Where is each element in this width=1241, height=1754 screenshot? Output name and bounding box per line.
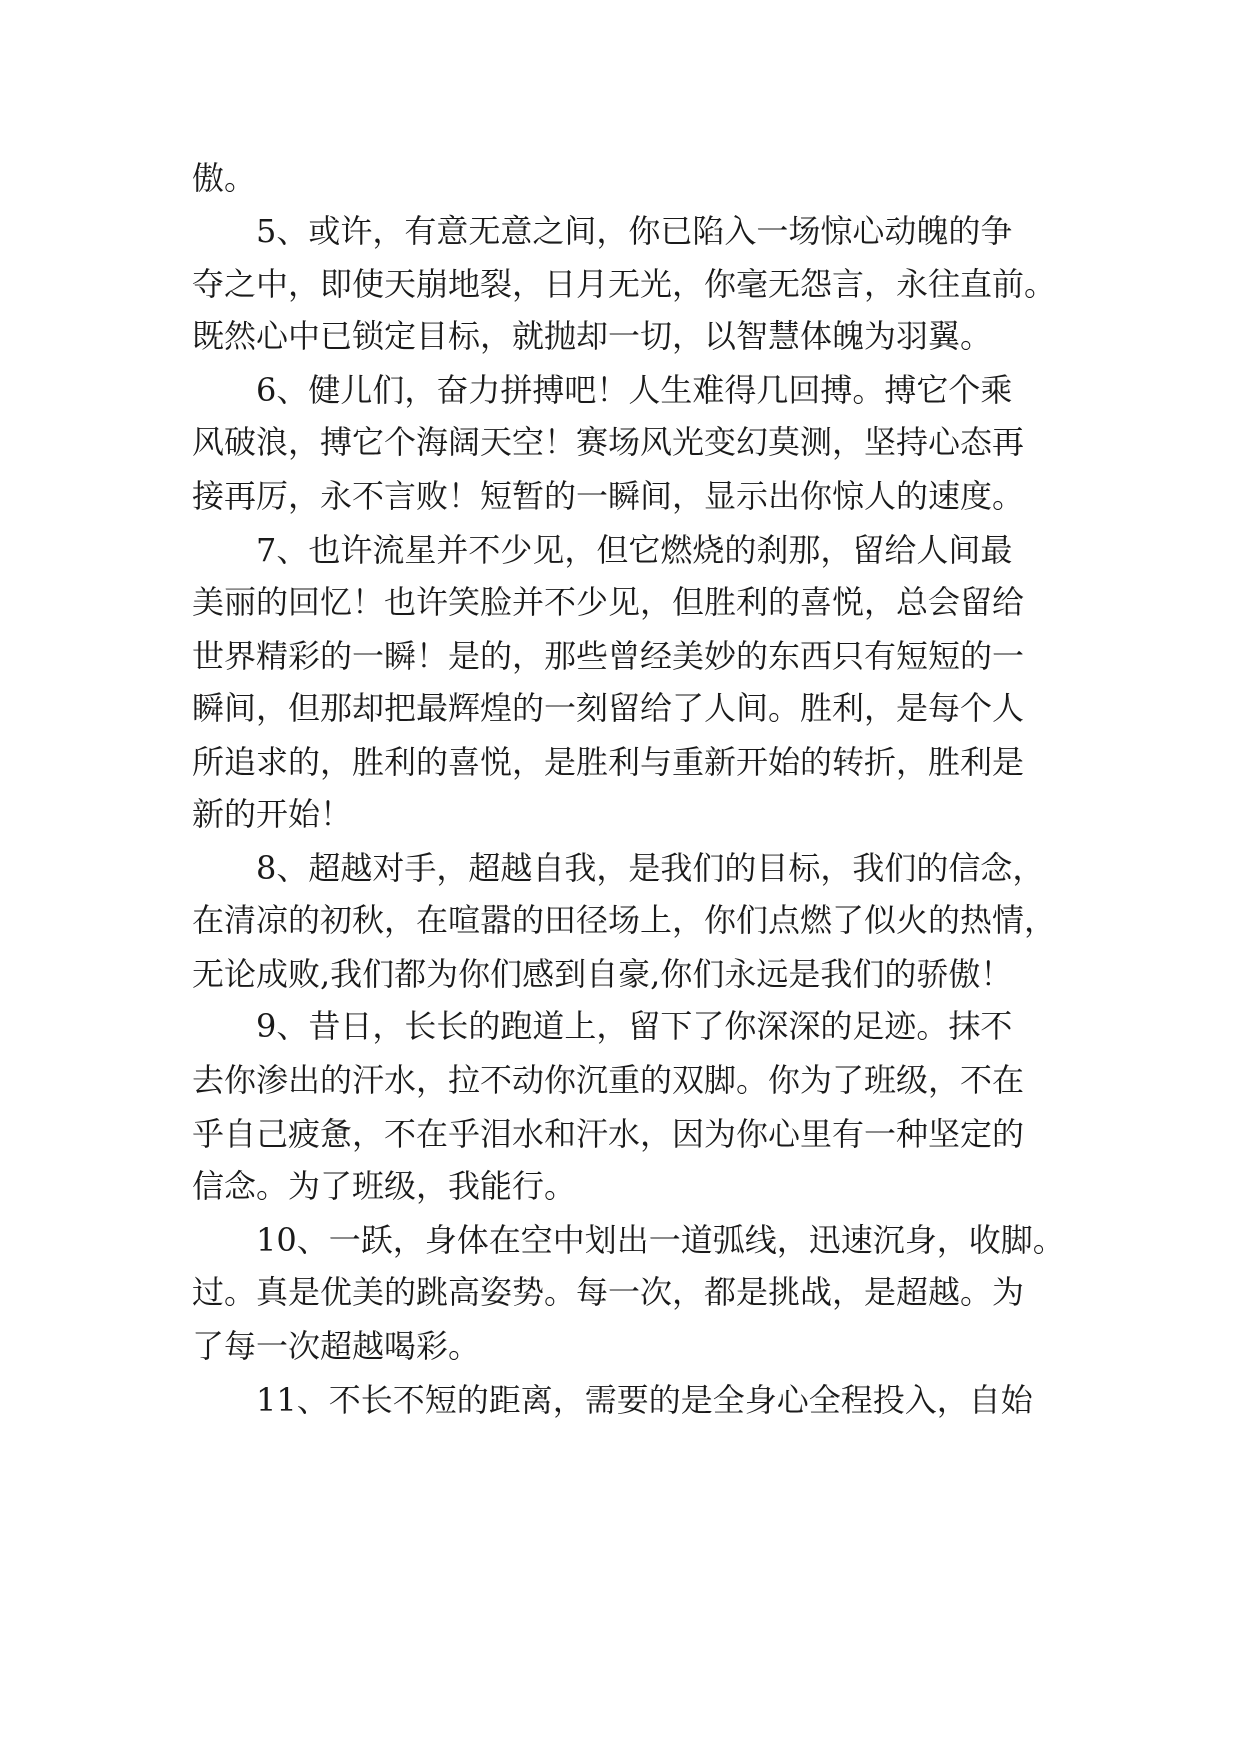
paragraph-line: 9、昔日，长长的跑道上，留下了你深深的足迹。抹不 <box>256 1007 1013 1045</box>
text-line: 美丽的回忆！也许笑脸并不少见，但胜利的喜悦，总会留给 <box>192 583 1025 621</box>
text-line: 去你渗出的汗水，拉不动你沉重的双脚。你为了班级，不在 <box>192 1061 1025 1099</box>
text-line: 世界精彩的一瞬！是的，那些曾经美妙的东西只有短短的一 <box>192 637 1025 675</box>
paragraph-line: 10、一跃，身体在空中划出一道弧线，迅速沉身，收脚。 <box>256 1221 1065 1259</box>
paragraph-line: 5、或许，有意无意之间，你已陷入一场惊心动魄的争 <box>256 212 1013 250</box>
text-line: 过。真是优美的跳高姿势。每一次，都是挑战，是超越。为 <box>192 1273 1025 1311</box>
text-line: 乎自己疲惫，不在乎泪水和汗水，因为你心里有一种坚定的 <box>192 1115 1025 1153</box>
text-line: 新的开始！ <box>192 795 353 833</box>
text-line: 无论成败,我们都为你们感到自豪,你们永远是我们的骄傲！ <box>192 955 1013 993</box>
paragraph-line: 8、超越对手，超越自我，是我们的目标，我们的信念， <box>256 849 1045 887</box>
text-line: 瞬间，但那却把最辉煌的一刻留给了人间。胜利，是每个人 <box>192 689 1025 727</box>
paragraph-line: 6、健儿们，奋力拼搏吧！人生难得几回搏。搏它个乘 <box>256 371 1013 409</box>
text-line: 风破浪，搏它个海阔天空！赛场风光变幻莫测，坚持心态再 <box>192 423 1025 461</box>
text-line: 在清凉的初秋，在喧嚣的田径场上，你们点燃了似火的热情， <box>192 901 1057 939</box>
paragraph-line: 7、也许流星并不少见，但它燃烧的刹那，留给人间最 <box>256 531 1013 569</box>
text-line: 傲。 <box>192 159 257 197</box>
paragraph-line: 11、不长不短的距离，需要的是全身心全程投入，自始 <box>256 1381 1033 1419</box>
text-line: 信念。为了班级，我能行。 <box>192 1167 577 1205</box>
text-line: 了每一次超越喝彩。 <box>192 1327 481 1365</box>
text-line: 夺之中，即使天崩地裂，日月无光，你毫无怨言，永往直前。 <box>192 265 1057 303</box>
text-line: 既然心中已锁定目标，就抛却一切，以智慧体魄为羽翼。 <box>192 317 993 355</box>
text-line: 接再厉，永不言败！短暂的一瞬间，显示出你惊人的速度。 <box>192 477 1025 515</box>
text-line: 所追求的，胜利的喜悦，是胜利与重新开始的转折，胜利是 <box>192 743 1025 781</box>
